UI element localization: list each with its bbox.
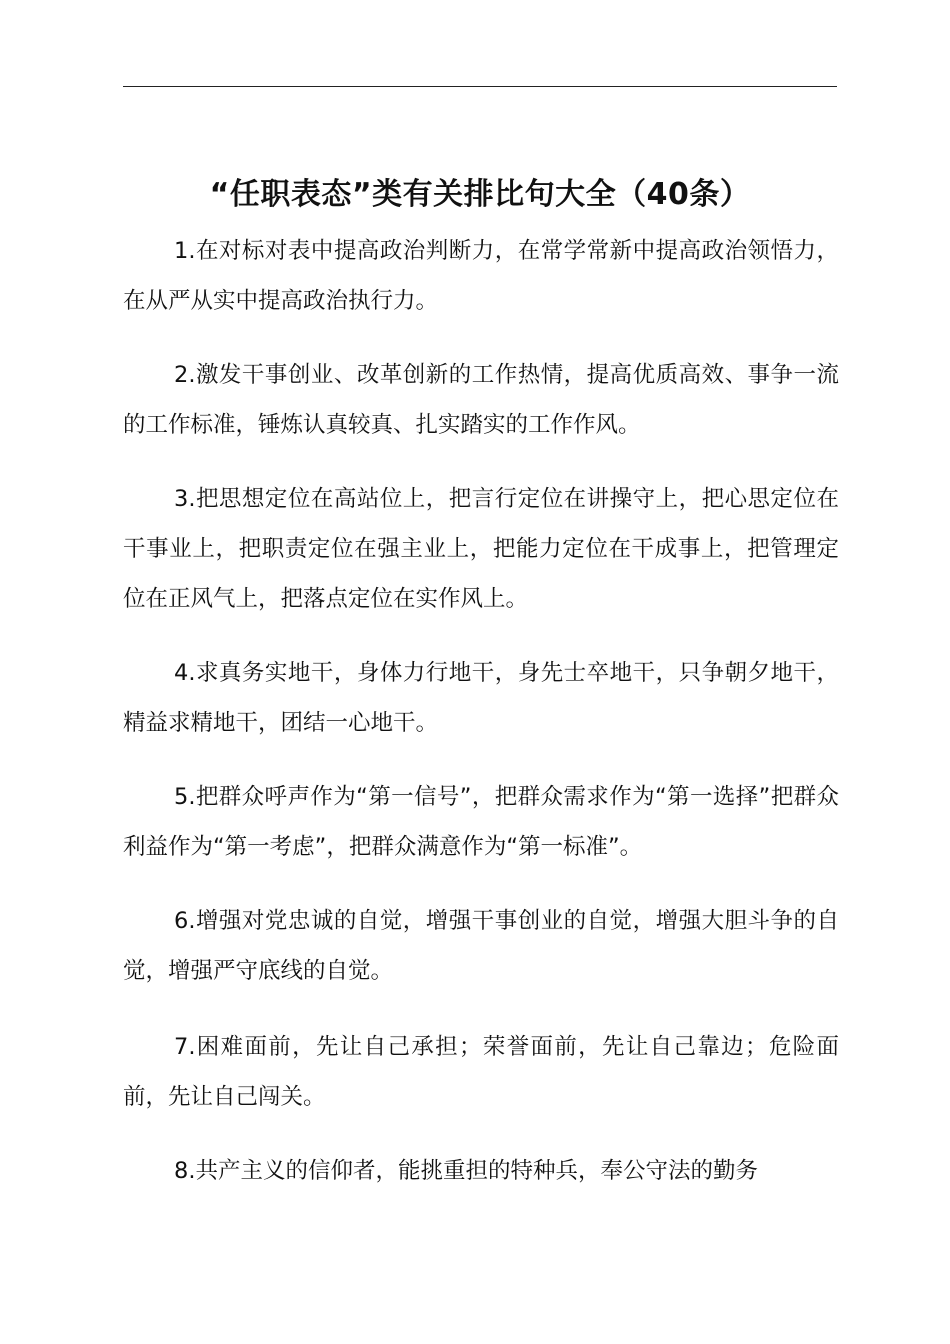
document-title: “任职表态”类有关排比句大全（40条） [209, 177, 751, 213]
paragraph-3: 3.把思想定位在高站位上，把言行定位在讲操守上，把心思定位在干事业上，把职责定位在强主业上，把能力定位在干成事上，把管理定位在正风气上，把落点定位在实作风上。 [123, 486, 839, 612]
paragraph-2: 2.激发干事创业、改革创新的工作热情，提高优质高效、事争一流的工作标准，锤炼认真较真、扎实踏实的工作作风。 [123, 362, 839, 438]
paragraph-6: 6.增强对党忠诚的自觉，增强干事创业的自觉，增强大胆斗争的自觉，增强严守底线的自觉。 [123, 908, 839, 984]
header-rule [123, 86, 837, 87]
paragraph-7: 7.困难面前，先让自己承担；荣誉面前，先让自己靠边；危险面前，先让自己闯关。 [123, 1034, 839, 1110]
paragraph-4: 4.求真务实地干，身体力行地干，身先士卒地干，只争朝夕地干，精益求精地干，团结一心地干。 [123, 660, 839, 736]
paragraph-8: 8.共产主义的信仰者，能挑重担的特种兵，奉公守法的勤务 [174, 1158, 758, 1184]
paragraph-1: 1.在对标对表中提高政治判断力，在常学常新中提高政治领悟力，在从严从实中提高政治执行力。 [123, 238, 839, 314]
paragraph-5: 5.把群众呼声作为“第一信号”，把群众需求作为“第一选择”把群众利益作为“第一考虑”，把群众满意作为“第一标准”。 [123, 784, 839, 860]
